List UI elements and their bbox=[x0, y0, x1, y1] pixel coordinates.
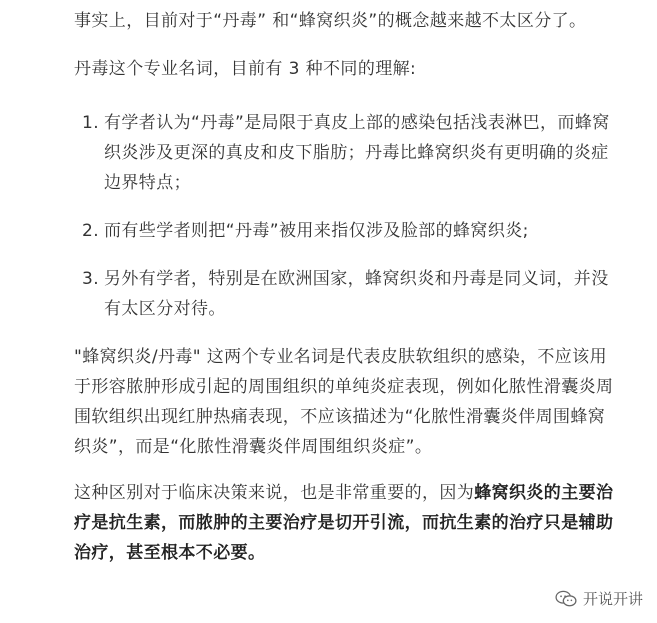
list-item bbox=[74, 264, 614, 324]
list-item bbox=[74, 216, 614, 246]
wechat-icon bbox=[555, 590, 577, 608]
list-item bbox=[74, 108, 614, 198]
list-item-text: 有学者认为“丹毒”是局限于真皮上部的感染包括浅表淋巴，而蜂窝织炎涉及更深的真皮和皮下脂肪；丹毒比蜂窝织炎有更明确的炎症边界特点； bbox=[104, 113, 610, 193]
list-item-text: 另外有学者，特别是在欧洲国家，蜂窝织炎和丹毒是同义词，并没有太区分对待。 bbox=[104, 269, 609, 319]
list-number: 3. bbox=[82, 269, 100, 289]
paragraph-clinical bbox=[74, 478, 614, 568]
paragraph-intro: 事实上，目前对于“丹毒” 和“蜂窝织炎”的概念越来越不太区分了。 bbox=[74, 11, 587, 31]
definitions-list bbox=[74, 108, 614, 324]
paragraph-clinical-bold: 蜂窝织炎的主要治疗是抗生素，而脓肿的主要治疗是切开引流，而抗生素的治疗只是辅助治疗，甚至根本不必要。 bbox=[74, 483, 614, 563]
paragraph-clinical-text: 这种区别对于临床决策来说，也是非常重要的，因为 bbox=[74, 483, 475, 503]
article-body bbox=[74, 0, 614, 568]
paragraph-terminology: "蜂窝织炎/丹毒" 这两个专业名词是代表皮肤软组织的感染，不应该用于形容脓肿形成引起的周围组织的单纯炎症表现，例如化脓性滑囊炎周围软组织出现红肿热痛表现，不应该描述为“化脓性滑囊炎伴周围蜂窝织炎”，而是“化脓性滑囊炎伴周围组织炎症”。 bbox=[74, 347, 614, 457]
paragraph-definitions-lead: 丹毒这个专业名词，目前有 3 种不同的理解: bbox=[74, 59, 417, 79]
list-item-text: 而有些学者则把“丹毒”被用来指仅涉及脸部的蜂窝织炎; bbox=[104, 221, 529, 241]
watermark-text: 开说开讲 bbox=[582, 590, 643, 608]
watermark bbox=[555, 588, 643, 609]
list-number: 2. bbox=[82, 221, 100, 241]
list-number: 1. bbox=[82, 113, 100, 133]
